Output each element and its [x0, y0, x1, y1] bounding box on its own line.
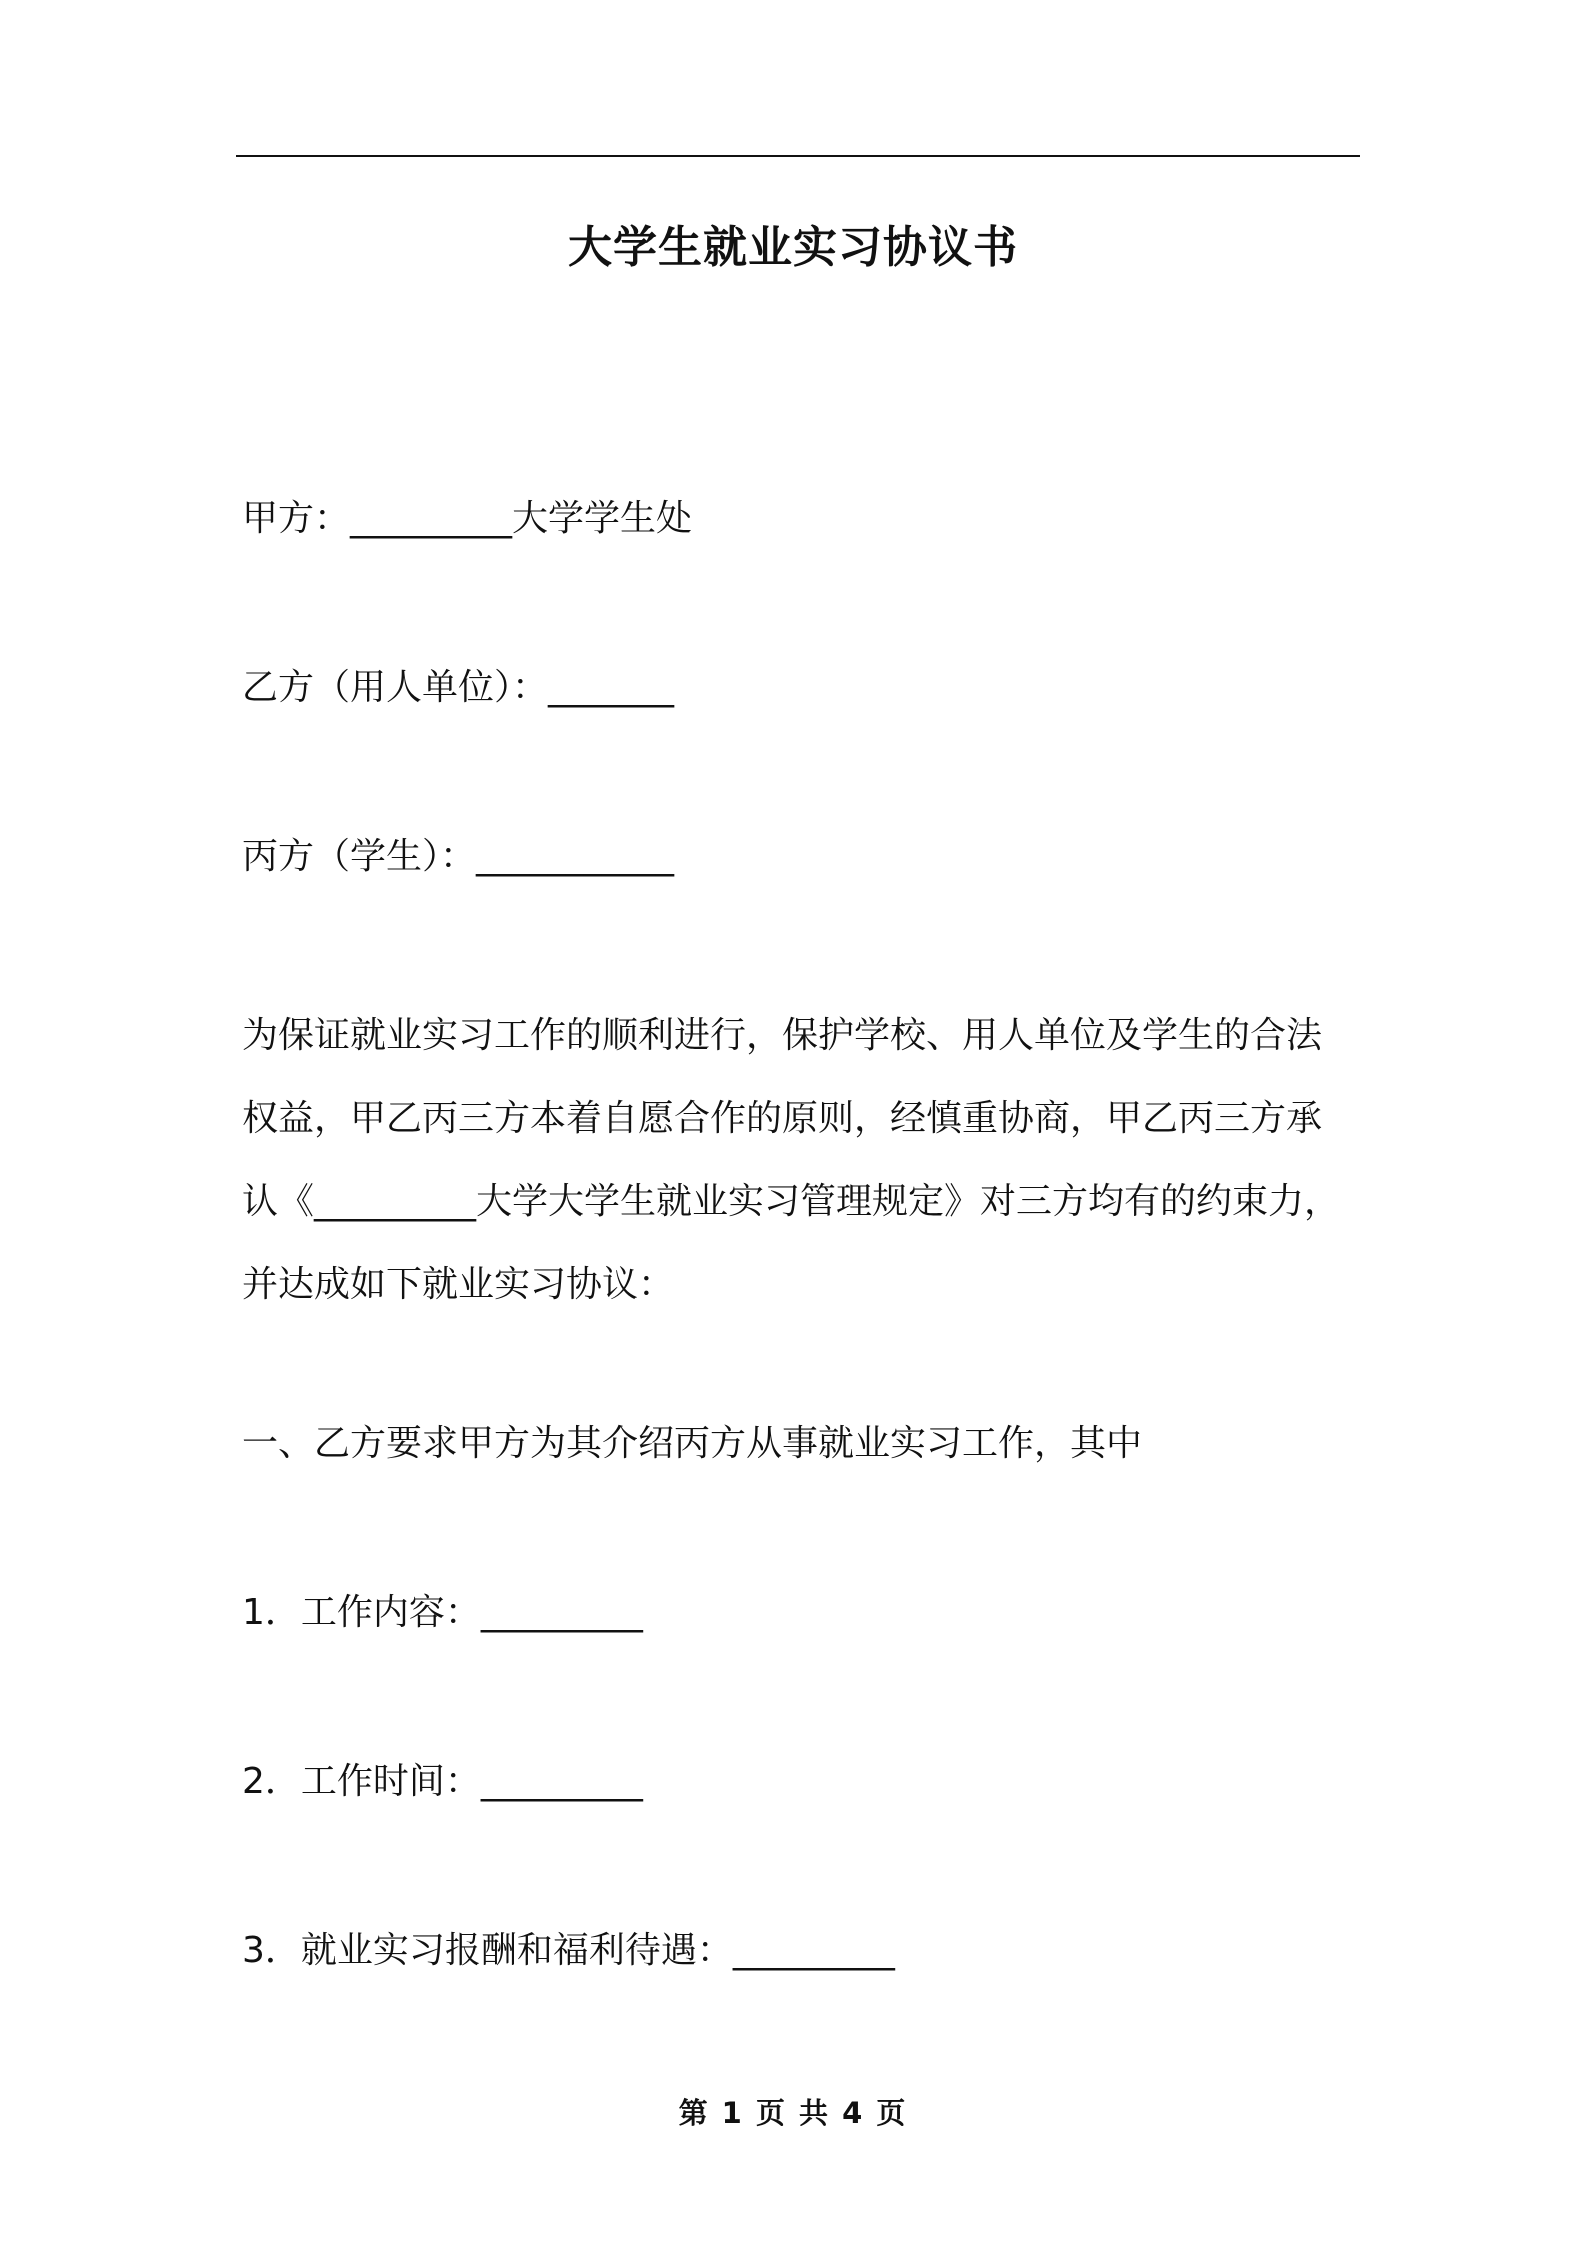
party-a-line: 甲方：_________大学学生处 [242, 498, 693, 539]
section-one-heading: 一、乙方要求甲方为其介绍丙方从事就业实习工作，其中 [242, 1423, 1143, 1464]
header-rule [236, 155, 1360, 157]
item-compensation: 3．就业实习报酬和福利待遇：_________ [242, 1930, 895, 1971]
intro-line: 并达成如下就业实习协议： [242, 1264, 675, 1305]
item-work-time: 2．工作时间：_________ [242, 1761, 643, 1802]
item-work-content: 1．工作内容：_________ [242, 1592, 643, 1633]
intro-line: 权益，甲乙丙三方本着自愿合作的原则，经慎重协商，甲乙丙三方承 [242, 1098, 1323, 1139]
intro-paragraph [242, 994, 1364, 1326]
intro-line: 认《_________大学大学生就业实习管理规定》对三方均有的约束力， [242, 1181, 1341, 1222]
party-b-line: 乙方（用人单位）：_______ [242, 667, 675, 708]
document-title: 大学生就业实习协议书 [568, 222, 1018, 273]
intro-line: 为保证就业实习工作的顺利进行，保护学校、用人单位及学生的合法 [242, 1015, 1323, 1056]
page-number-footer: 第 1 页 共 4 页 [678, 2096, 908, 2130]
party-c-line: 丙方（学生）：___________ [242, 836, 675, 877]
